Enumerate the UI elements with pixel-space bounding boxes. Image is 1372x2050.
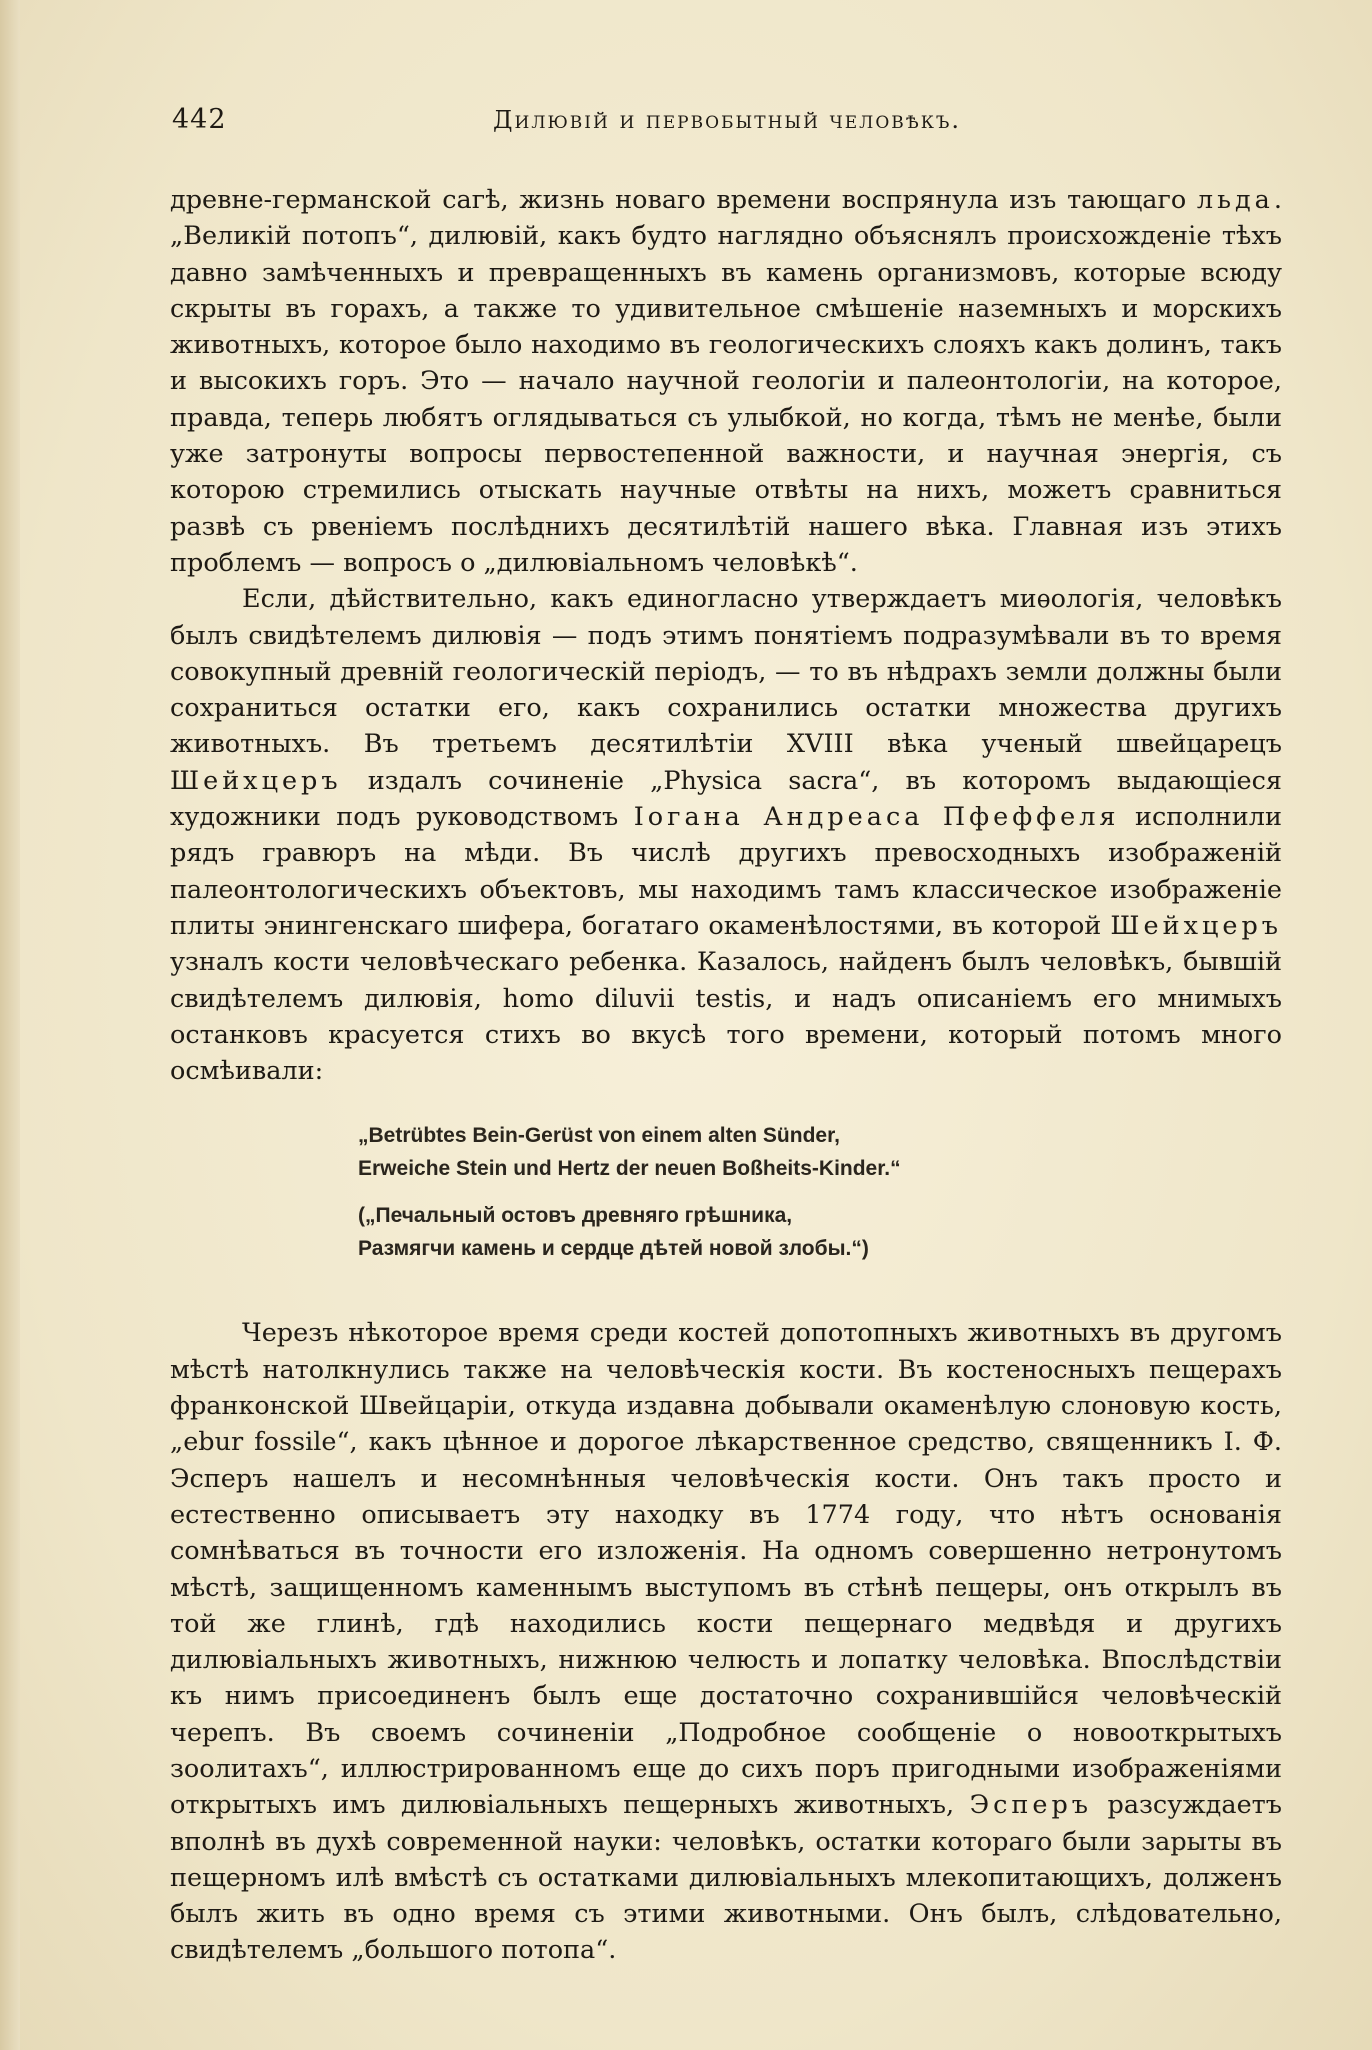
body-text xyxy=(170,182,1282,1969)
paragraph-2 xyxy=(170,581,1282,1089)
paragraph-3-part-a: Черезъ нѣкоторое время среди костей допотопныхъ животныхъ въ другомъ мѣстѣ натолкнулись также на человѣческія кости. Въ костеносныхъ пещерахъ франконской Швейцаріи, откуда издавна добывали окаменѣлую слоновую кость, „ebur fossile“, какъ цѣнное и дорогое лѣкарственное средство, священникъ І. Ф. Эсперъ нашелъ и несомнѣнныя человѣческія кости. Онъ такъ просто и естественно описываетъ эту находку въ 1774 году, что нѣтъ основанія сомнѣваться въ точности его изложенія. На одномъ совершенно нетронутомъ мѣстѣ, защищенномъ каменнымъ выступомъ въ стѣнѣ пещеры, онъ открылъ въ той же глинѣ, гдѣ находились кости пещернаго медвѣдя и другихъ дилювіальныхъ животныхъ, нижнюю челюсть и лопатку человѣка. Впослѣдствіи къ нимъ присоединенъ былъ еще достаточно сохранившійся человѣческій черепъ. Въ своемъ сочиненіи „Подробное сообщеніе о новооткрытыхъ зоолитахъ“, иллюстрированномъ еще до сихъ поръ пригодными изображеніями открытыхъ имъ дилювіальныхъ пещерныхъ животныхъ, xyxy=(170,1318,1282,1821)
emphasis-scheuchzer-2: Шейхцеръ xyxy=(1110,910,1282,941)
verse-russian-line-1: („Печальный остовъ древняго грѣшника, xyxy=(358,1204,793,1228)
emphasis-scheuchzer: Шейхцеръ xyxy=(170,765,342,796)
paragraph-2-part-g: узналъ кости человѣческаго ребенка. Казалось, найденъ былъ человѣкъ, бывшій свидѣтелемъ дилювія, homo diluvii testis, и надъ описаніемъ его мнимыхъ останковъ красуется стихъ во вкусѣ того времени, который потомъ много осмѣивали: xyxy=(170,947,1282,1087)
verse-russian xyxy=(358,1199,1282,1265)
paragraph-2-part-e: исполнили рядъ гравюръ на мѣди. Въ числѣ другихъ превосходныхъ изображеній палеонтологическихъ объектовъ, мы находимъ тамъ классическое изображеніе плиты энингенскаго шифера, богатаго окаменѣлостями, въ которой xyxy=(170,802,1282,941)
emphasis-lda: льда xyxy=(1196,185,1274,215)
paragraph-2-part-c: издалъ сочиненіе „Physica sacra“, въ которомъ выдающіеся художники подъ руководствомъ xyxy=(170,765,1282,833)
paragraph-3-part-c: разсуждаетъ вполнѣ въ духѣ современной науки: человѣкъ, остатки котораго были зарыты въ пещерномъ илѣ вмѣстѣ съ остатками дилювіальныхъ млекопитающихъ, долженъ былъ жить въ одно время съ этими животными. Онъ былъ, слѣдовательно, свидѣтелемъ „большого потопа“. xyxy=(170,1790,1283,1966)
page-gutter xyxy=(0,0,20,2050)
verse-german-line-1: „Betrübtes Bein-Gerüst von einem alten Sünder, xyxy=(358,1124,840,1148)
emphasis-esper: Эсперъ xyxy=(969,1790,1093,1821)
paragraph-1-part-a: древне-германской сагѣ, жизнь новаго времени воспрянула изъ тающаго xyxy=(170,185,1197,215)
verse-german xyxy=(358,1119,1282,1185)
running-title: Дилювій и первобытный человѣкъ. xyxy=(493,106,961,134)
verse-german-line-2: Erweiche Stein und Hertz der neuen Boßheits-Kinder.“ xyxy=(358,1157,901,1181)
emphasis-pfeffel: Іогана Андреаса Пфеффеля xyxy=(633,802,1120,833)
section-gap xyxy=(170,1265,1282,1315)
paragraph-1 xyxy=(170,182,1282,581)
paragraph-1-part-c: . „Великій потопъ“, дилювій, какъ будто наглядно объяснялъ происхожденіе тѣхъ давно замѣченныхъ и превращенныхъ въ камень организмовъ, которые всюду скрыты въ горахъ, а также то удивительное смѣшеніе наземныхъ и морскихъ животныхъ, которое было находимо въ геологическихъ слояхъ какъ долинъ, такъ и высокихъ горъ. Это — начало научной геологіи и палеонтологіи, на которое, правда, теперь любятъ оглядываться съ улыбкой, но когда, тѣмъ не менѣе, были уже затронуты вопросы первостепенной важности, и научная энергія, съ которою стремились отыскать научные отвѣты на нихъ, можетъ сравниться развѣ съ рвеніемъ послѣднихъ десятилѣтій нашего вѣка. Главная изъ этихъ проблемъ — вопросъ о „дилювіальномъ человѣкѣ“. xyxy=(170,185,1282,578)
paragraph-3 xyxy=(170,1315,1282,1968)
page-header xyxy=(172,104,1282,144)
paragraph-2-part-a: Если, дѣйствительно, какъ единогласно утверждаетъ миѳологія, человѣкъ былъ свидѣтелемъ дилювія — подъ этимъ понятіемъ подразумѣвали въ то время совокупный древній геологическій періодъ, — то въ нѣдрахъ земли должны были сохраниться остатки его, какъ сохранились остатки множества другихъ животныхъ. Въ третьемъ десятилѣтіи XVIII вѣка ученый швейцарецъ xyxy=(170,584,1282,760)
verse-russian-line-2: Размягчи камень и сердце дѣтей новой злобы.“) xyxy=(358,1237,869,1261)
page-number: 442 xyxy=(172,104,227,135)
